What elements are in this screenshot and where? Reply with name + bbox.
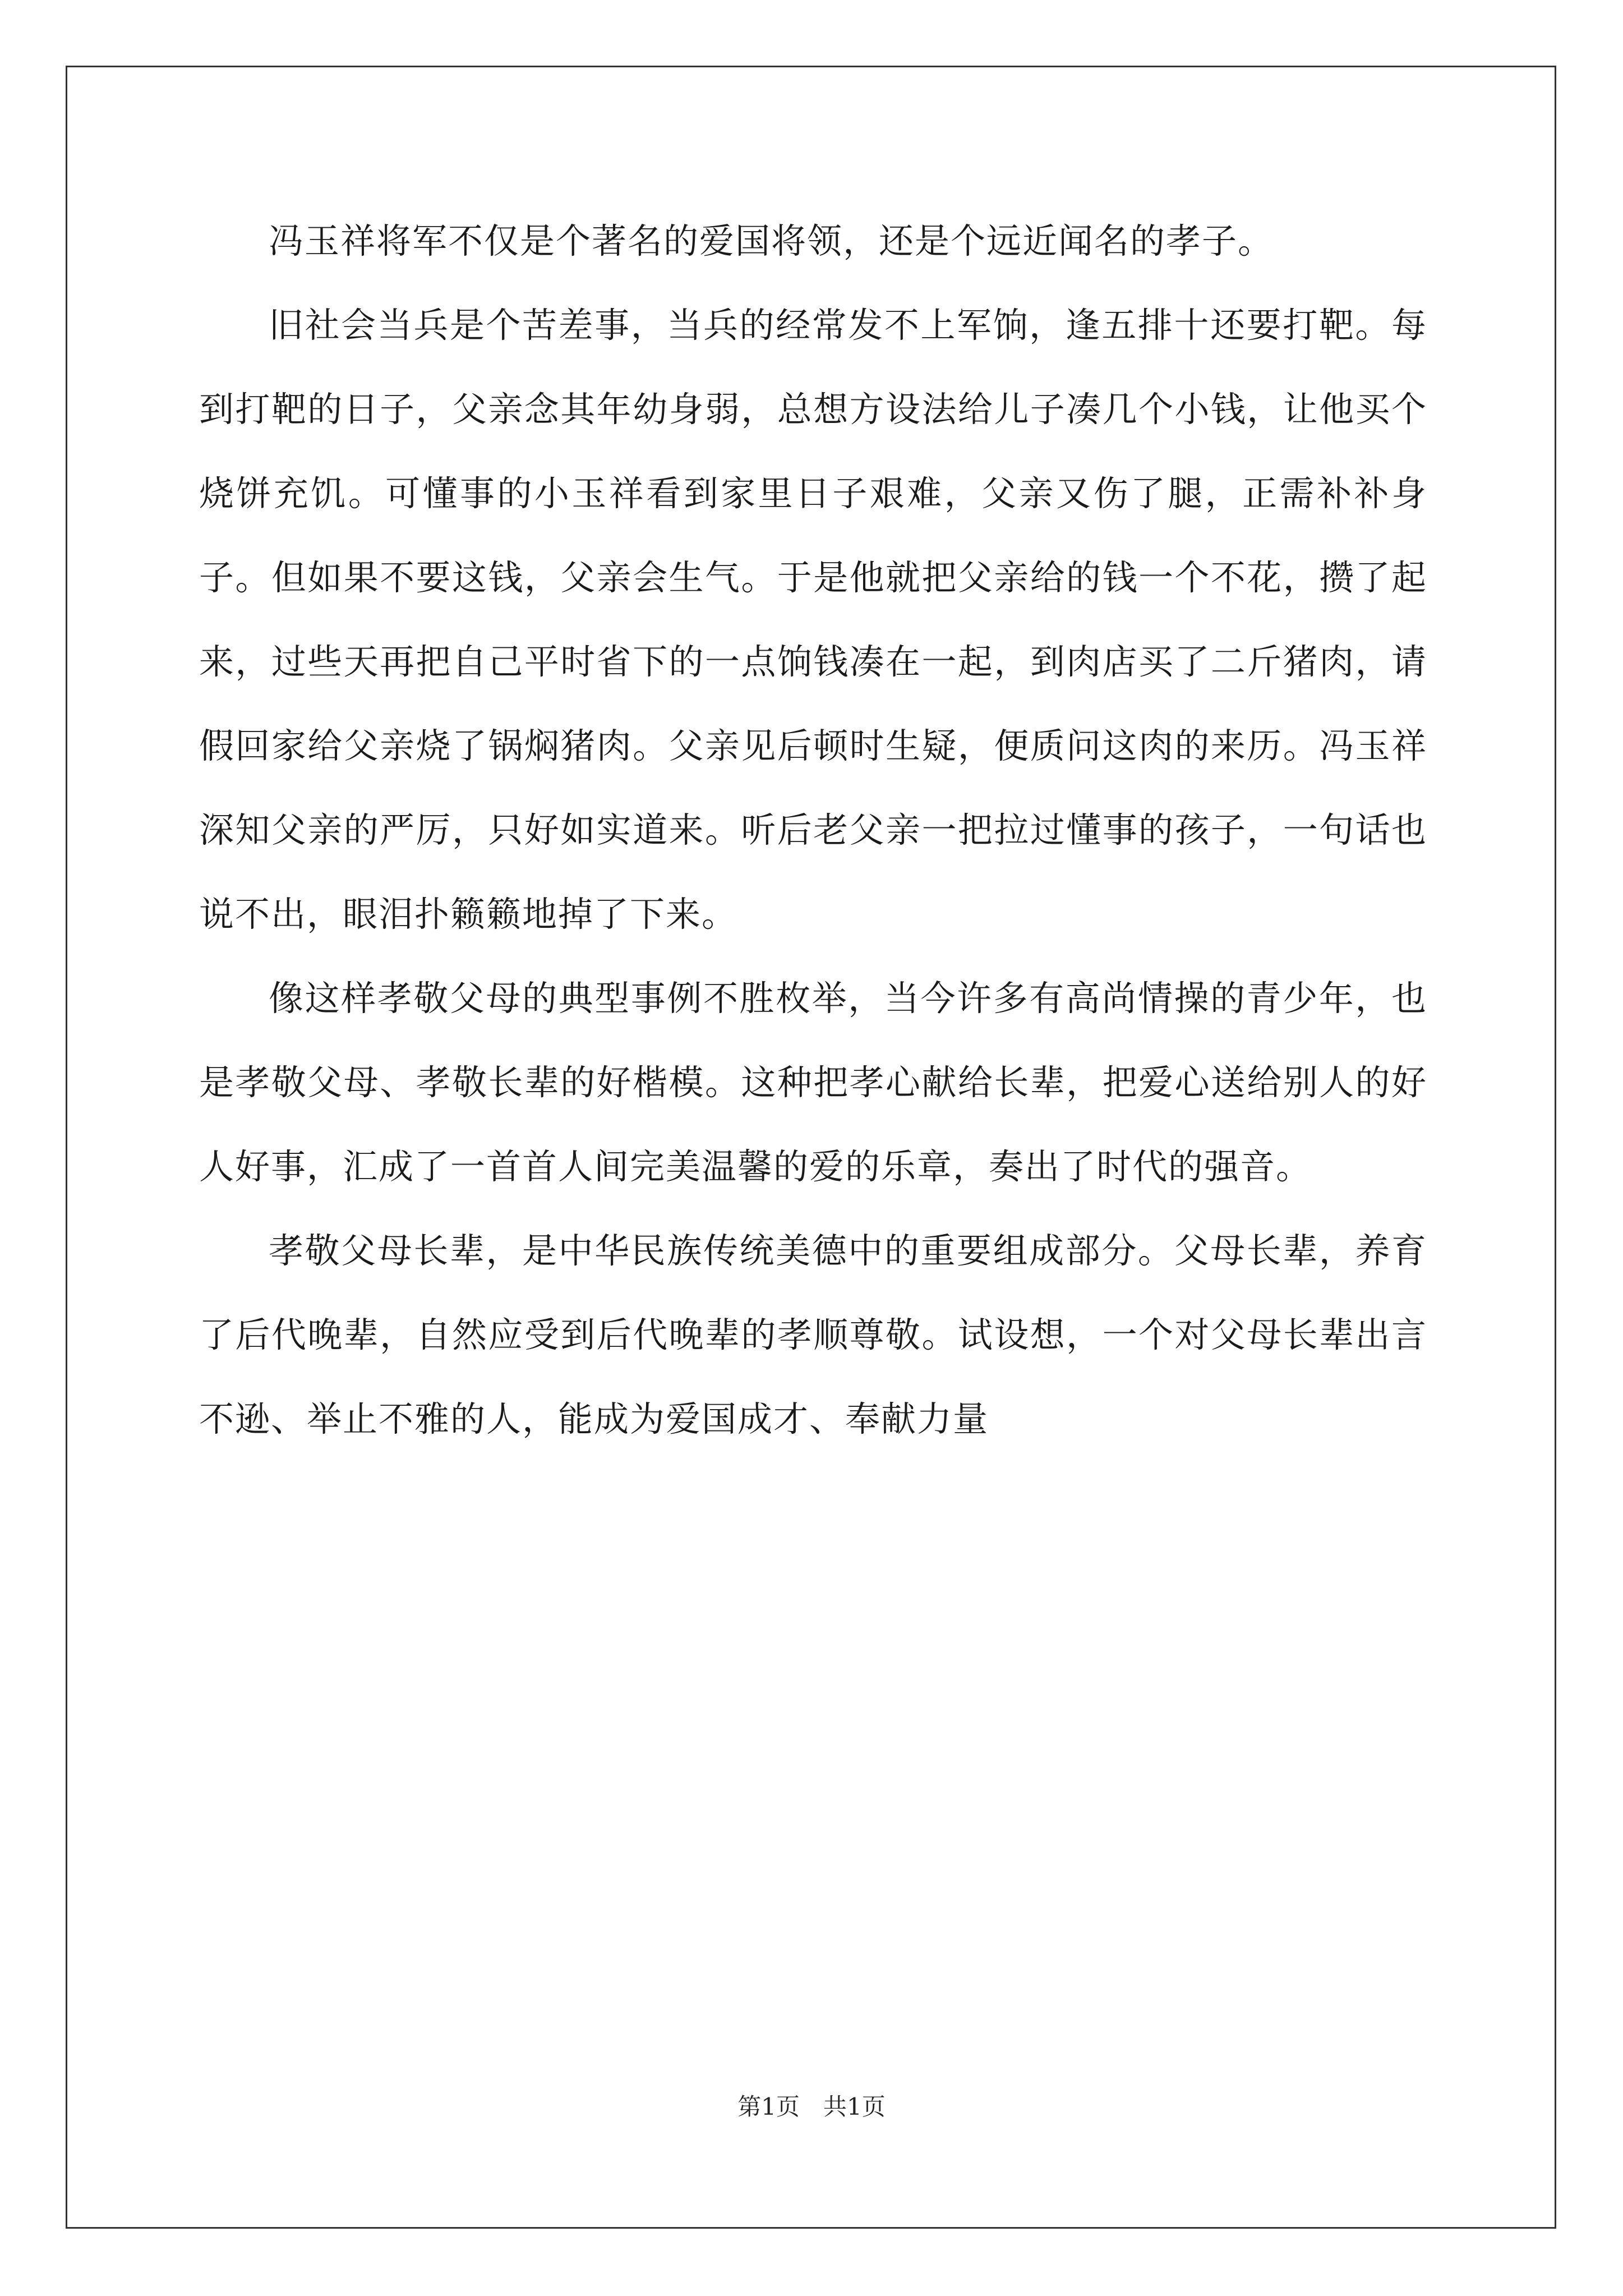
paragraph-2: 旧社会当兵是个苦差事，当兵的经常发不上军饷，逢五排十还要打靶。每到打靶的日子，父亲念其年幼身弱，总想方设法给儿子凑几个小钱，让他买个烧饼充饥。可懂事的小玉祥看到家里日子艰难，父亲又伤了腿，正需补补身子。但如果不要这钱，父亲会生气。于是他就把父亲给的钱一个不花，攒了起来，过些天再把自己平时省下的一点饷钱凑在一起，到肉店买了二斤猪肉，请假回家给父亲烧了锅焖猪肉。父亲见后顿时生疑，便质问这肉的来历。冯玉祥深知父亲的严厉，只好如实道来。听后老父亲一把拉过懂事的孩子，一句话也说不出，眼泪扑籁籁地掉了下来。 <box>199 305 1427 935</box>
paragraph-1: 冯玉祥将军不仅是个著名的爱国将领，还是个远近闻名的孝子。 <box>269 220 1274 261</box>
paragraph-3: 像这样孝敬父母的典型事例不胜枚举，当今许多有高尚情操的青少年，也是孝敬父母、孝敬长辈的好楷模。这种把孝心献给长辈，把爱心送给别人的好人好事，汇成了一首首人间完美温馨的爱的乐章，奏出了时代的强音。 <box>199 978 1427 1187</box>
page-footer: 第1页 共1页 <box>737 2093 886 2120</box>
document-body <box>199 199 1427 1461</box>
paragraph-4: 孝敬父母长辈，是中华民族传统美德中的重要组成部分。父母长辈，养育了后代晚辈，自然应受到后代晚辈的孝顺尊敬。试设想，一个对父母长辈出言不逊、举止不雅的人，能成为爱国成才、奉献力量 <box>199 1230 1427 1439</box>
